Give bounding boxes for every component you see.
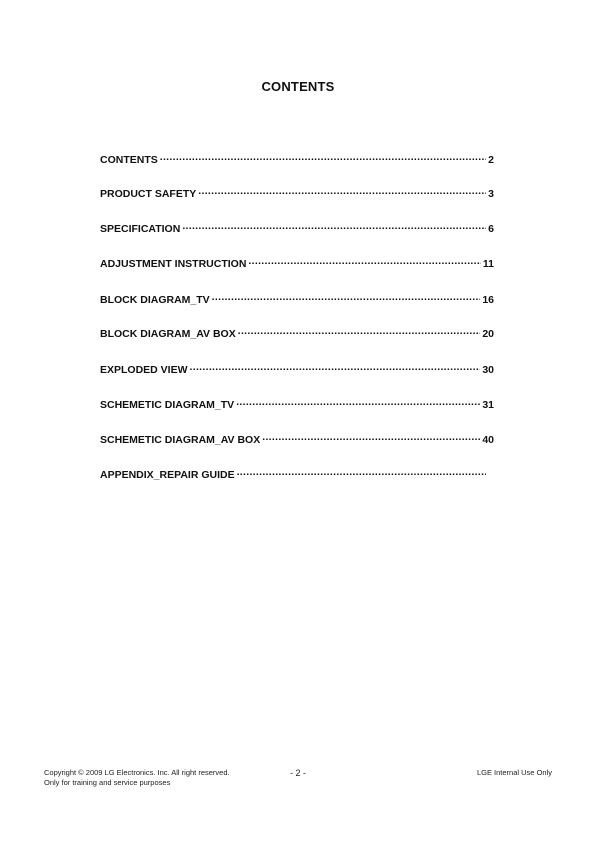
page-title: CONTENTS [261,79,335,94]
toc-leader-dots [262,431,480,443]
toc-leader-dots [237,466,486,478]
toc-entry-title: SPECIFICATION [100,223,181,235]
toc-leader-dots [198,185,486,197]
toc-leader-dots [160,151,486,163]
toc-entry-title: ADJUSTMENT INSTRUCTION [100,258,247,270]
toc-entry-title: SCHEMETIC DIAGRAM_AV BOX [100,434,261,446]
toc-entry-block-diagram-tv[interactable] [100,291,494,305]
toc-entry-specification[interactable] [100,220,494,234]
toc-leader-dots [248,255,480,267]
toc-entry-block-diagram-av-box[interactable] [100,325,494,339]
toc-entry-contents[interactable] [100,151,494,165]
page-number: - 2 - [290,768,307,778]
toc-entry-page: 11 [482,258,494,270]
toc-entry-title: APPENDIX_REPAIR GUIDE [100,469,235,481]
toc-entry-page: 40 [482,434,494,446]
usage-notice: LGE Internal Use Only [476,768,552,777]
toc-entry-title: SCHEMETIC DIAGRAM_TV [100,399,235,411]
toc-entry-title: EXPLODED VIEW [100,364,188,376]
toc-entry-product-safety[interactable] [100,185,494,199]
toc-entry-exploded-view[interactable] [100,361,494,375]
toc-leader-dots [238,325,481,337]
toc-entry-page: 3 [488,188,494,200]
toc-leader-dots [182,220,486,232]
toc-entry-title: CONTENTS [100,154,158,166]
toc-leader-dots [212,291,481,303]
toc-entry-page: 16 [482,294,494,306]
toc-entry-adjustment-instruction[interactable] [100,255,494,269]
toc-entry-title: PRODUCT SAFETY [100,188,197,200]
toc-leader-dots [190,361,481,373]
toc-entry-title: BLOCK DIAGRAM_AV BOX [100,328,236,340]
toc-leader-dots [236,396,480,408]
toc-entry-title: BLOCK DIAGRAM_TV [100,294,210,306]
toc-entry-page: 31 [482,399,494,411]
toc-entry-page: 2 [488,154,494,166]
toc-entry-page: 30 [482,364,494,376]
toc-entry-page: 20 [482,328,494,340]
toc-entry-schemetic-diagram-tv[interactable] [100,396,494,410]
footer-legal [44,768,230,788]
toc-entry-schemetic-diagram-av-box[interactable] [100,431,494,445]
copyright-text: Copyright © 2009 LG Electronics. Inc. All right reserved. [44,768,230,777]
purpose-text: Only for training and service purposes [44,778,171,787]
toc-entry-appendix-repair-guide[interactable] [100,466,494,480]
toc-entry-page: 6 [488,223,494,235]
